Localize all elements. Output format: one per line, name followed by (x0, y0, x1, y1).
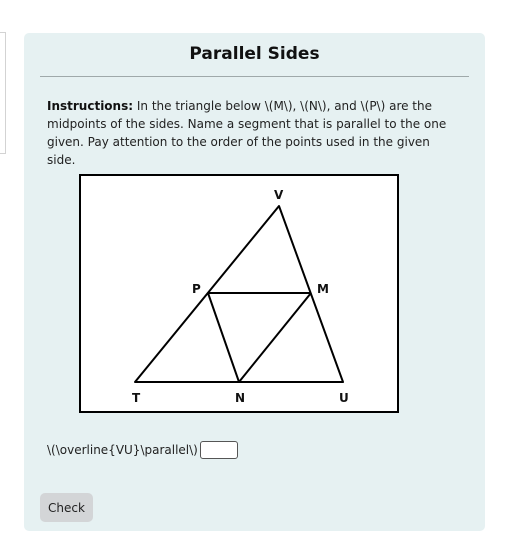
segment-pn (208, 293, 239, 382)
label-v: V (274, 188, 284, 202)
answer-row (47, 439, 238, 461)
check-button[interactable]: Check (40, 493, 93, 522)
instructions-label: Instructions: (47, 99, 134, 113)
label-n: N (235, 391, 246, 405)
label-u: U (339, 391, 349, 405)
page-title: Parallel Sides (189, 44, 320, 64)
answer-input[interactable] (200, 441, 238, 459)
left-panel-edge (0, 32, 6, 154)
title-divider (40, 76, 469, 77)
label-t: T (132, 391, 141, 405)
label-m: M (317, 282, 329, 296)
instructions-text: In the triangle below \(M\), \(N\), and \(P\) are the midpoints of the sides. Name a segment that is parallel to the one given. Pay attention to the order of the points used in the given side. (47, 99, 447, 167)
triangle-figure (79, 174, 399, 413)
instructions (47, 97, 462, 169)
exercise-card (24, 33, 485, 531)
segment-mn (239, 293, 311, 382)
label-p: P (192, 282, 201, 296)
question-prompt: \(\overline{VU}\parallel\) (47, 443, 198, 457)
triangle-diagram (81, 176, 397, 411)
